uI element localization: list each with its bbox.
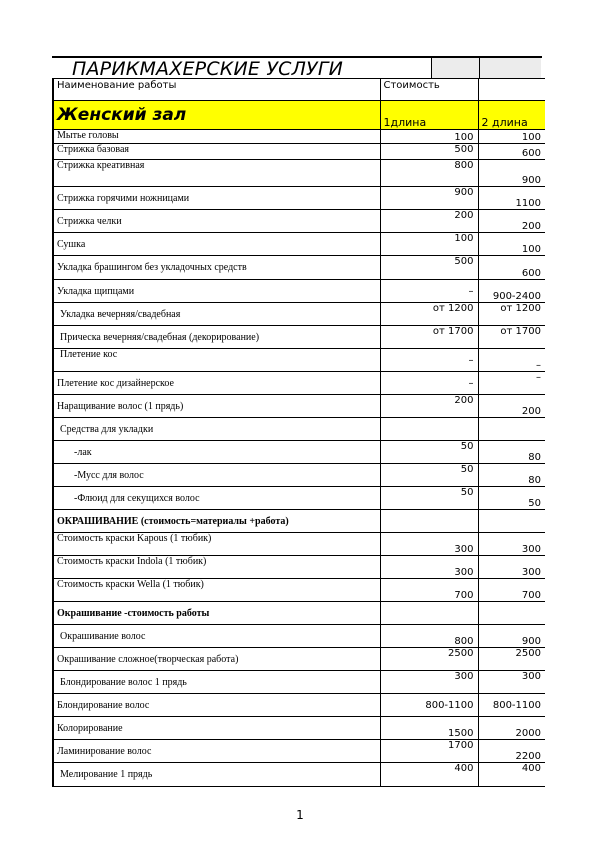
title-cell-shaded	[479, 58, 541, 78]
service-name: -Флюид для секущихся волос	[53, 487, 380, 510]
service-name: Плетение кос дизайнерское	[53, 372, 380, 395]
price-length-2: от 1700	[478, 326, 545, 349]
service-name: -лак	[53, 441, 380, 464]
price-length-1: 100	[380, 233, 478, 256]
title-cell-shaded	[431, 58, 480, 78]
service-name: Блондирование волос	[53, 694, 380, 717]
price-length-1: 800-1100	[380, 694, 478, 717]
price-length-1: 1500	[380, 717, 478, 740]
service-name: Стоимость краски Indola (1 тюбик)	[53, 556, 380, 579]
table-row	[53, 395, 545, 418]
table-row	[53, 256, 545, 280]
price-length-1: 300	[380, 671, 478, 694]
table-row	[53, 280, 545, 303]
price-length-2: 1100	[478, 187, 545, 210]
table-row	[53, 187, 545, 210]
price-length-1: 900	[380, 187, 478, 210]
price-length-2	[478, 510, 545, 533]
service-name: Стрижка челки	[53, 210, 380, 233]
service-name: Колорирование	[53, 717, 380, 740]
service-name: Стрижка креативная	[53, 160, 380, 187]
service-name: Укладка щипцами	[53, 280, 380, 303]
price-length-2: –	[478, 349, 545, 372]
service-name: -Мусс для волос	[53, 464, 380, 487]
column-header-empty	[478, 79, 545, 101]
price-length-1: 2500	[380, 648, 478, 671]
price-length-2: 300	[478, 671, 545, 694]
price-length-2: 2500	[478, 648, 545, 671]
price-length-2: 2000	[478, 717, 545, 740]
service-name: Окрашивание волос	[53, 625, 380, 648]
service-name: Средства для укладки	[53, 418, 380, 441]
table-row	[53, 533, 545, 556]
table-row	[53, 233, 545, 256]
price-length-2: 900	[478, 625, 545, 648]
price-length-1: –	[380, 372, 478, 395]
length-2-header: 2 длина	[478, 101, 545, 130]
price-length-2: 80	[478, 441, 545, 464]
service-name: ОКРАШИВАНИЕ (стоимость=материалы +работа)	[53, 510, 380, 533]
price-length-1: 50	[380, 464, 478, 487]
section-header-row	[53, 101, 545, 130]
price-length-1: 200	[380, 210, 478, 233]
table-row	[53, 349, 545, 372]
length-1-header: 1длина	[380, 101, 478, 130]
price-table	[52, 78, 545, 787]
section-title: Женский зал	[53, 101, 380, 130]
table-row	[53, 160, 545, 187]
price-length-1: 50	[380, 487, 478, 510]
table-row	[53, 130, 545, 144]
table-row	[53, 326, 545, 349]
table-row	[53, 487, 545, 510]
table-row	[53, 303, 545, 326]
table-row	[53, 556, 545, 579]
column-header-service: Наименование работы	[53, 79, 380, 101]
column-header-price: Стоимость	[380, 79, 478, 101]
price-length-1: 300	[380, 556, 478, 579]
table-row	[53, 144, 545, 160]
table-row	[53, 763, 545, 787]
table-row	[53, 579, 545, 602]
price-length-2: 800-1100	[478, 694, 545, 717]
price-length-1: 300	[380, 533, 478, 556]
service-name: Стоимость краски Kapous (1 тюбик)	[53, 533, 380, 556]
table-row	[53, 418, 545, 441]
price-length-2: 200	[478, 210, 545, 233]
price-length-2: 300	[478, 533, 545, 556]
price-length-1: 200	[380, 395, 478, 418]
price-length-1: –	[380, 349, 478, 372]
table-row	[53, 210, 545, 233]
service-name: Блондирование волос 1 прядь	[53, 671, 380, 694]
price-length-1	[380, 418, 478, 441]
price-length-1	[380, 602, 478, 625]
price-length-2: 400	[478, 763, 545, 787]
price-length-2: 80	[478, 464, 545, 487]
price-length-1: 1700	[380, 740, 478, 763]
price-length-1: –	[380, 280, 478, 303]
service-name: Стоимость краски Wella (1 тюбик)	[53, 579, 380, 602]
price-length-1: 100	[380, 130, 478, 144]
table-row	[53, 671, 545, 694]
service-name: Сушка	[53, 233, 380, 256]
service-name: Мелирование 1 прядь	[53, 763, 380, 787]
service-name: Окрашивание сложное(творческая работа)	[53, 648, 380, 671]
price-length-1: 500	[380, 256, 478, 280]
price-length-1: 50	[380, 441, 478, 464]
price-length-2: 2200	[478, 740, 545, 763]
price-length-1: 700	[380, 579, 478, 602]
service-name: Прическа вечерняя/свадебная (декорирование)	[53, 326, 380, 349]
price-length-1: 800	[380, 160, 478, 187]
table-row	[53, 372, 545, 395]
price-length-1: 400	[380, 763, 478, 787]
price-length-2: 300	[478, 556, 545, 579]
table-row	[53, 441, 545, 464]
table-row	[53, 602, 545, 625]
table-row	[53, 464, 545, 487]
price-length-1: 800	[380, 625, 478, 648]
price-length-2: 900	[478, 160, 545, 187]
price-length-1	[380, 510, 478, 533]
service-name: Укладка вечерняя/свадебная	[53, 303, 380, 326]
service-name: Стрижка базовая	[53, 144, 380, 160]
service-name: Стрижка горячими ножницами	[53, 187, 380, 210]
table-row	[53, 694, 545, 717]
price-length-1: от 1200	[380, 303, 478, 326]
price-length-2	[478, 418, 545, 441]
service-name: Окрашивание -стоимость работы	[53, 602, 380, 625]
price-length-1: от 1700	[380, 326, 478, 349]
table-row	[53, 625, 545, 648]
price-length-2	[478, 602, 545, 625]
table-row	[53, 740, 545, 763]
document-title-text: ПАРИКМАХЕРСКИЕ УСЛУГИ	[72, 58, 344, 80]
price-length-2: 100	[478, 233, 545, 256]
service-name: Ламинирование волос	[53, 740, 380, 763]
price-length-2: 600	[478, 144, 545, 160]
price-length-2: 700	[478, 579, 545, 602]
table-row	[53, 717, 545, 740]
price-length-2: 50	[478, 487, 545, 510]
price-length-2: 200	[478, 395, 545, 418]
price-length-2: 600	[478, 256, 545, 280]
table-row	[53, 648, 545, 671]
page-number: 1	[296, 808, 304, 822]
table-row	[53, 510, 545, 533]
service-name: Плетение кос	[53, 349, 380, 372]
service-name: Укладка брашингом без укладочных средств	[53, 256, 380, 280]
document-title	[52, 56, 542, 78]
price-length-2: от 1200	[478, 303, 545, 326]
price-length-2: 100	[478, 130, 545, 144]
price-length-1: 500	[380, 144, 478, 160]
service-name: Наращивание волос (1 прядь)	[53, 395, 380, 418]
price-length-2: 900-2400	[478, 280, 545, 303]
price-length-2: –	[478, 372, 545, 395]
table-header-row	[53, 79, 545, 101]
service-name: Мытье головы	[53, 130, 380, 144]
